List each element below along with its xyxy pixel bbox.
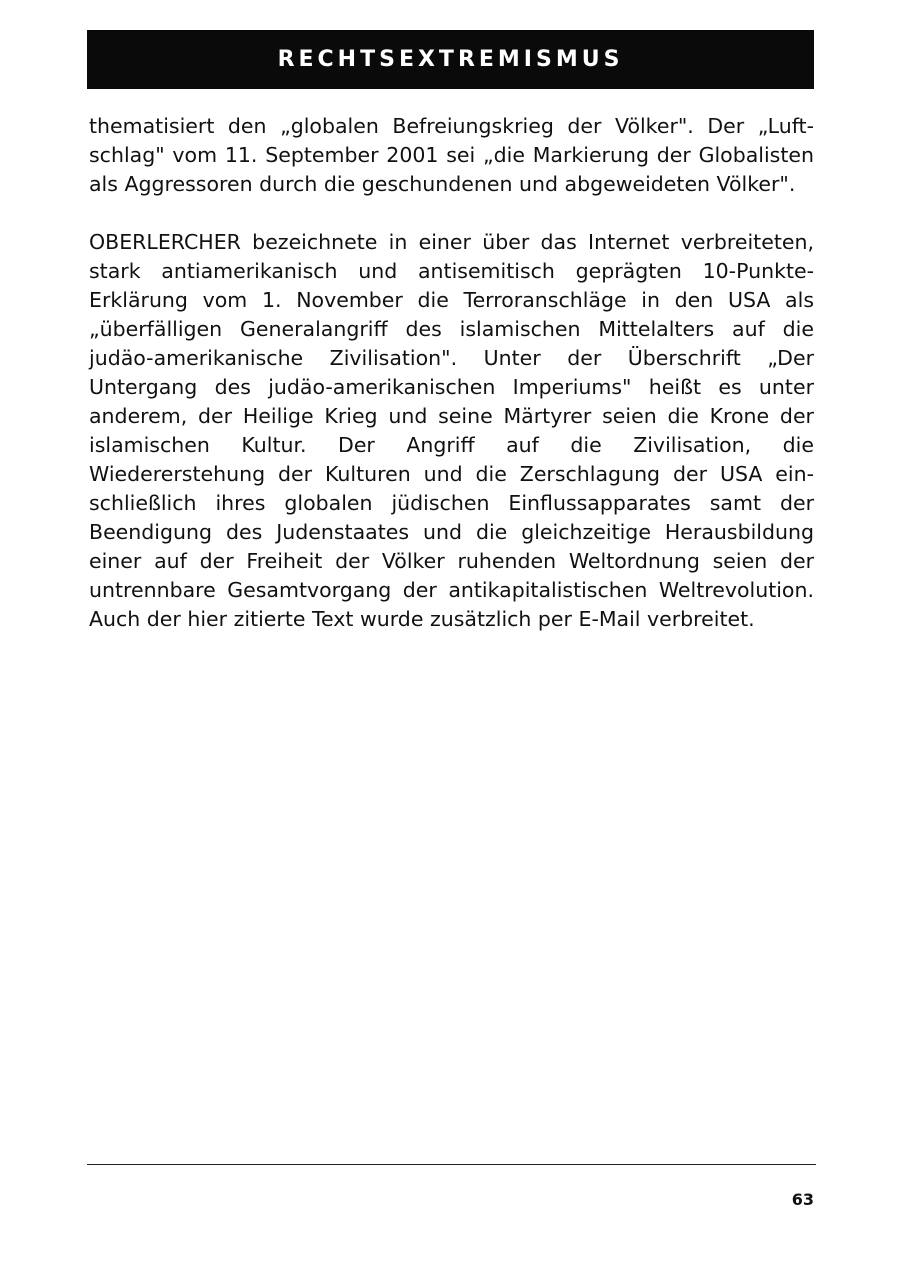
paragraph-1: thematisiert den „globalen Befreiungskrieg der Völker". Der „Luftschlag" vom 11. September 2001 sei „die Markierung der Globalisten als Aggressoren durch die geschundenen und abgeweideten Völker". [89,114,814,196]
header-title: RECHTSEXTREMISMUS [277,47,624,72]
body-text [89,112,814,634]
page-number: 63 [791,1190,814,1209]
footer-divider [87,1164,816,1165]
running-header [87,30,814,89]
paragraph-2: OBERLERCHER bezeichnete in einer über das Internet verbreiteten, stark antiamerikanisch und antisemitisch geprägten 10-Punkte-Erklärung vom 1. November die Terroranschläge in den USA als „überfälligen Generalangriff des islamischen Mittelalters auf die judäo-amerikanische Zivilisation". Unter der Überschrift „Der Untergang des judäo-amerikanischen Imperiums" heißt es unter anderem, der Heilige Krieg und seine Märtyrer seien die Krone der islamischen Kultur. Der Angriff auf die Zivilisation, die Wiedererstehung der Kulturen und die Zerschlagung der USA einschließlich ihres globalen jüdischen Einflussapparates samt der Beendigung des Judenstaates und die gleichzeitige Herausbildung einer auf der Freiheit der Völker ruhenden Weltordnung seien der untrennbare Gesamtvorgang der antikapitalistischen Weltrevolution. Auch der hier zitierte Text wurde zusätzlich per E-Mail verbreitet. [89,230,814,631]
